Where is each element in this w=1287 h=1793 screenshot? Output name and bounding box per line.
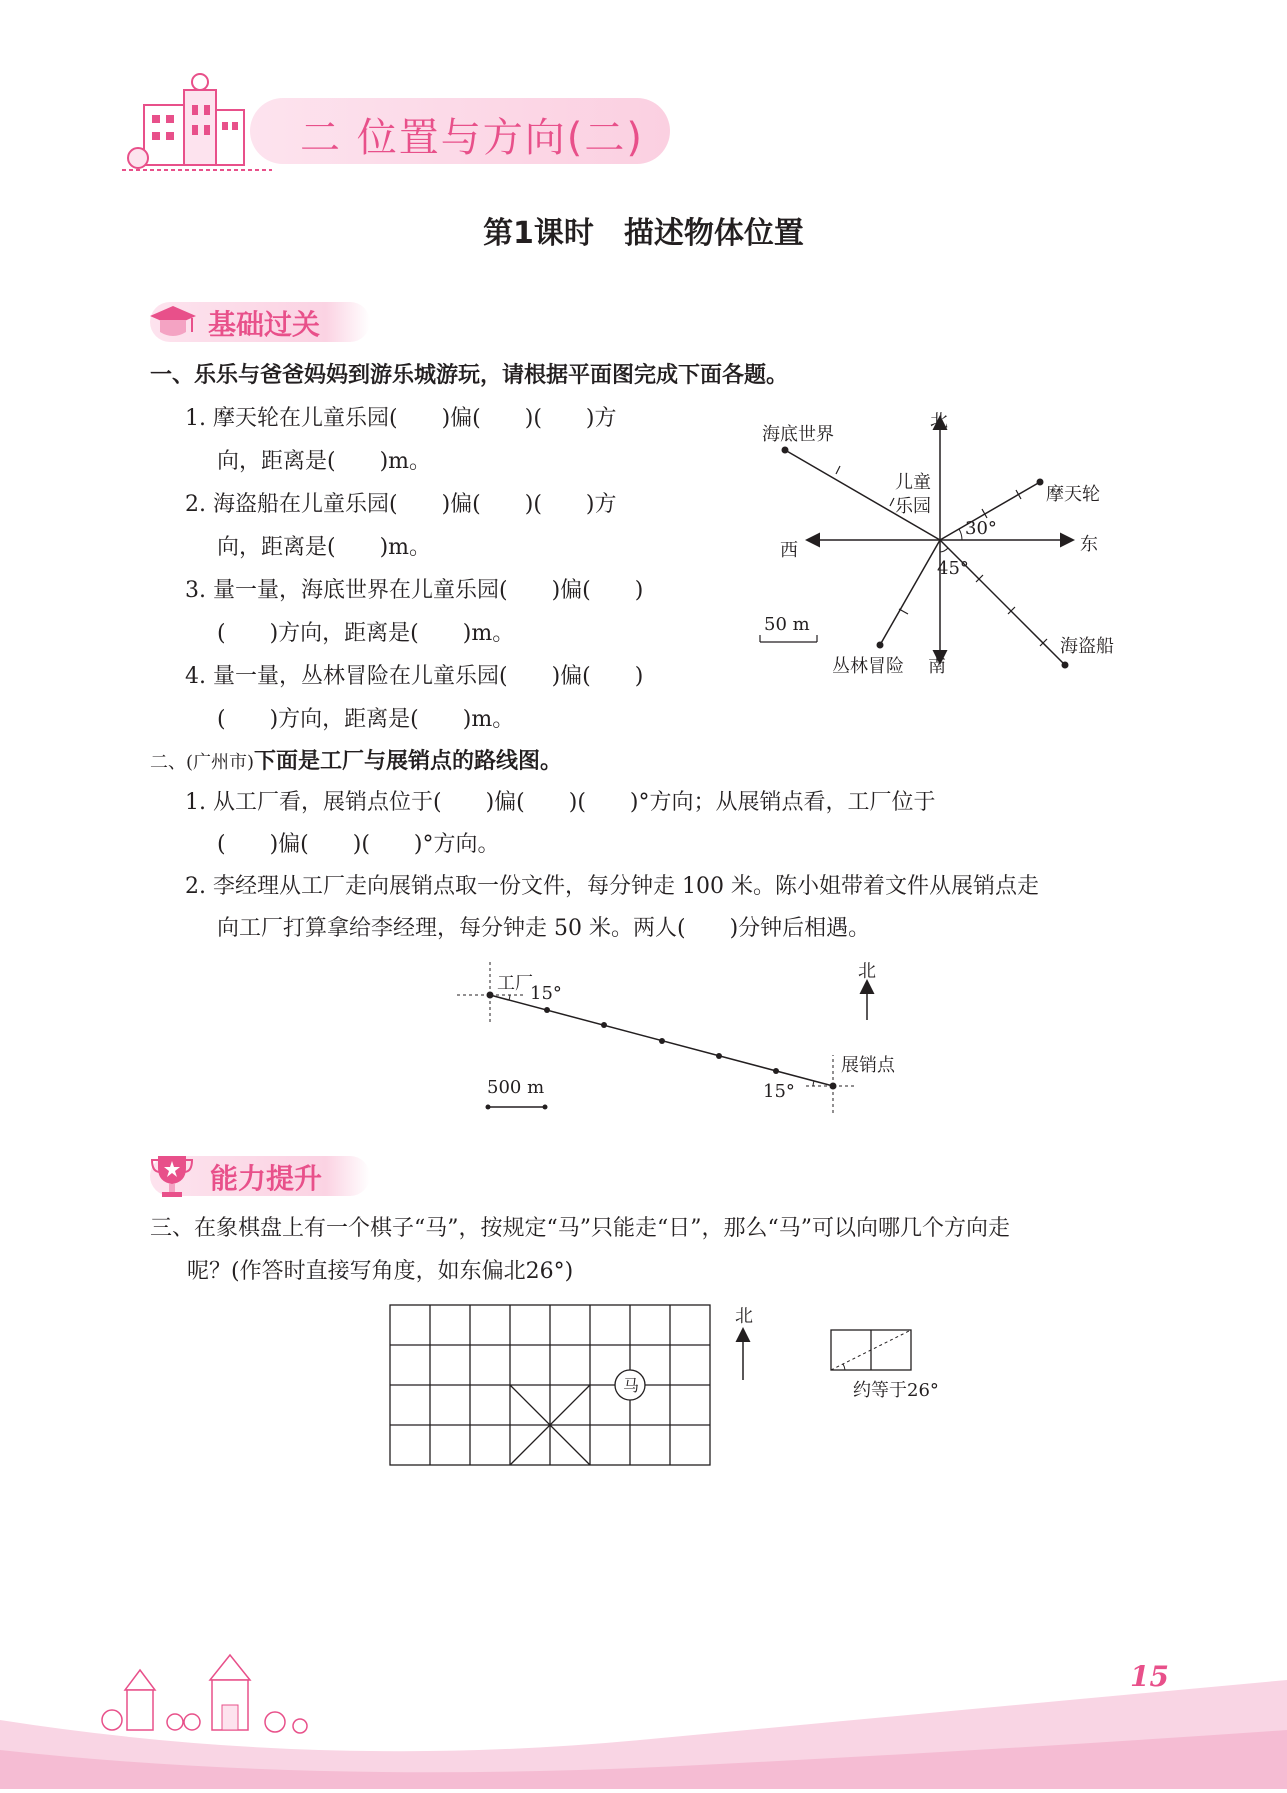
q2-line-2: ( )偏( )( )°方向。 <box>217 832 500 857</box>
board-example-label: 约等于26° <box>853 1380 939 1401</box>
q1-line-7: 4. 量一量，丛林冒险在儿童乐园( )偏( ) <box>185 664 644 689</box>
q1-line-4: 向，距离是( )m。 <box>217 535 432 560</box>
q3-line-1: 三、在象棋盘上有一个棋子“马”，按规定“马”只能走“日”，那么“马”可以向哪几个方向走 <box>150 1216 1010 1241</box>
q2-title-prefix: 二、(广州市) <box>150 752 255 773</box>
q2-line-4: 向工厂打算拿给李经理，每分钟走 50 米。两人( )分钟后相遇。 <box>217 916 871 941</box>
page-number: 15 <box>1130 1660 1169 1693</box>
pirate-point <box>1062 662 1069 669</box>
map-scale-label: 50 m <box>764 614 810 635</box>
map-west-label: 西 <box>780 540 798 561</box>
q2-line-1: 1. 从工厂看，展销点位于( )偏( )( )°方向；从展销点看，工厂位于 <box>185 790 936 815</box>
q1-line-5: 3. 量一量，海底世界在儿童乐园( )偏( ) <box>185 578 644 603</box>
map-angle-30: 30° <box>965 518 997 539</box>
map-jungle-label: 丛林冒险 <box>832 656 904 677</box>
q2-title <box>150 746 562 778</box>
q2-line-3: 2. 李经理从工厂走向展销点取一份文件，每分钟走 100 米。陈小姐带着文件从展销点走 <box>185 874 1039 899</box>
trophy-icon <box>150 1150 194 1204</box>
route-store-label: 展销点 <box>841 1055 895 1076</box>
map-north-label: 北 <box>930 411 948 432</box>
chapter-title: 二 位置与方向(二) <box>300 115 644 161</box>
route-angle-2: 15° <box>763 1081 795 1102</box>
q1-line-2: 向，距离是( )m。 <box>217 449 432 474</box>
jungle-line <box>880 540 940 645</box>
map-center-label-1: 儿童 <box>895 472 931 493</box>
q1-line-3: 2. 海盗船在儿童乐园( )偏( )( )方 <box>185 492 617 517</box>
graduation-cap-icon <box>148 300 198 348</box>
q3-line-2: 呢？(作答时直接写角度，如东偏北26°) <box>187 1259 574 1284</box>
board-grid <box>390 1305 710 1465</box>
board-north-label: 北 <box>735 1306 753 1327</box>
chess-board <box>385 1300 985 1480</box>
factory-point <box>487 992 494 999</box>
route-scale-label: 500 m <box>487 1077 545 1098</box>
amusement-park-map <box>740 400 1160 690</box>
route-diagram <box>455 955 905 1115</box>
section-title-advanced: 能力提升 <box>210 1162 323 1195</box>
map-ferris-label: 摩天轮 <box>1046 484 1100 505</box>
q1-line-6: ( )方向，距离是( )m。 <box>217 621 515 646</box>
horse-piece-label: 马 <box>623 1376 640 1395</box>
lesson-title: 第1课时 描述物体位置 <box>483 216 804 251</box>
jungle-point <box>877 642 884 649</box>
q1-line-8: ( )方向，距离是( )m。 <box>217 707 515 732</box>
q2-title-rest: 下面是工厂与展销点的路线图。 <box>254 748 563 774</box>
ferris-point <box>1037 479 1044 486</box>
ocean-point <box>782 447 789 454</box>
route-angle-1: 15° <box>530 983 562 1004</box>
map-center-label-2: 乐园 <box>895 496 931 517</box>
footer-castle-icon <box>100 1650 320 1744</box>
store-point <box>830 1083 837 1090</box>
map-south-label: 南 <box>928 656 946 677</box>
route-factory-label: 工厂 <box>497 973 533 994</box>
map-east-label: 东 <box>1080 534 1098 555</box>
section-title-basic: 基础过关 <box>208 308 321 341</box>
route-north-label: 北 <box>858 961 876 982</box>
map-ocean-label: 海底世界 <box>762 424 834 445</box>
map-angle-45: 45° <box>937 558 969 579</box>
map-pirate-label: 海盗船 <box>1060 636 1114 657</box>
q1-title: 一、乐乐与爸爸妈妈到游乐城游玩，请根据平面图完成下面各题。 <box>150 362 789 388</box>
q1-line-1: 1. 摩天轮在儿童乐园( )偏( )( )方 <box>185 406 617 431</box>
